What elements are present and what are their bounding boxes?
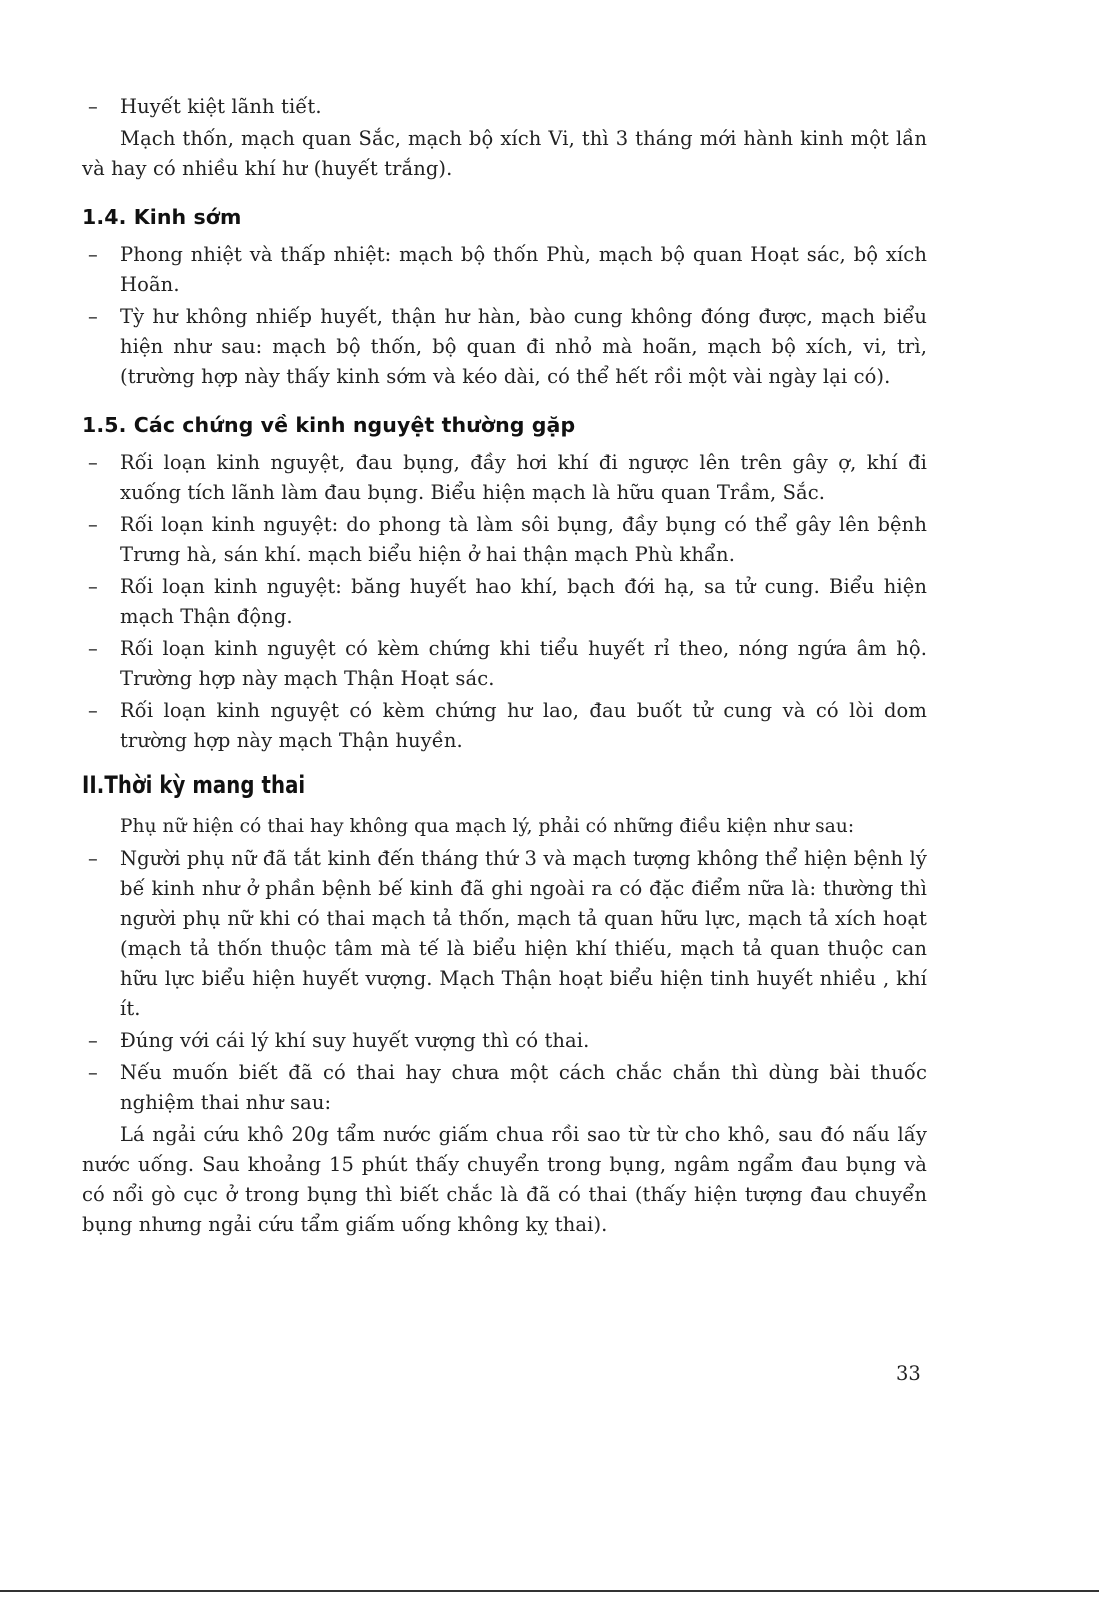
dash-marker: – (88, 451, 98, 474)
bullet-text: Phong nhiệt và thấp nhiệt: mạch bộ thốn Phù, mạch bộ quan Hoạt sác, bộ xích Hoãn. (120, 243, 927, 296)
dash-marker: – (88, 513, 98, 536)
bullet-text: Rối loạn kinh nguyệt có kèm chứng hư lao, đau buốt tử cung và có lòi dom trường hợp này mạch Thận huyền. (120, 699, 927, 752)
dash-marker: – (88, 637, 98, 660)
dash-marker: – (88, 1061, 98, 1084)
chapter-heading-II: II.Thời kỳ mang thai (82, 771, 306, 799)
dash-marker: – (88, 305, 98, 328)
bullet-text: Tỳ hư không nhiếp huyết, thận hư hàn, bào cung không đóng được, mạch biểu hiện như sau: mạch bộ thốn, bộ quan đi nhỏ mà hoãn, mạch bộ xích, vi, trì, (trường hợp này thấy kinh sớm và kéo dài, có thể hết rồi một vài ngày lại có). (120, 305, 927, 388)
list-item (82, 1026, 927, 1056)
list-item (82, 240, 927, 300)
bullet-text: Rối loạn kinh nguyệt có kèm chứng khi tiểu huyết rỉ theo, nóng ngứa âm hộ. Trường hợp này mạch Thận Hoạt sác. (120, 637, 927, 690)
page-content (82, 92, 927, 1242)
list-item (82, 1058, 927, 1118)
dash-marker: – (88, 95, 98, 118)
list-item (82, 92, 927, 122)
list-item (82, 634, 927, 694)
bullet-text: Người phụ nữ đã tắt kinh đến tháng thứ 3 và mạch tượng không thể hiện bệnh lý bế kinh như ở phần bệnh bế kinh đã ghi ngoài ra có đặc điểm nữa là: thường thì người phụ nữ khi có thai mạch tả thốn, mạch tả quan hữu lực, mạch tả xích hoạt (mạch tả thốn thuộc tâm mà tế là biểu hiện khí thiếu, mạch tả quan thuộc can hữu lực biểu hiện huyết vượng. Mạch Thận hoạt biểu hiện tinh huyết nhiều , khí ít. (120, 847, 927, 1020)
dash-marker: – (88, 243, 98, 266)
bullet-text: Huyết kiệt lãnh tiết. (120, 95, 322, 118)
paragraph: Lá ngải cứu khô 20g tẩm nước giấm chua rồi sao từ từ cho khô, sau đó nấu lấy nước uống. Sau khoảng 15 phút thấy chuyển trong bụng, ngâm ngẩm đau bụng và có nổi gò cục ở trong bụng thì biết chắc là đã có thai (thấy hiện tượng đau chuyển bụng nhưng ngải cứu tẩm giấm uống không kỵ thai). (82, 1123, 927, 1236)
bullet-text: Đúng với cái lý khí suy huyết vượng thì có thai. (120, 1029, 590, 1052)
list-item (82, 696, 927, 756)
list-item (82, 302, 927, 392)
list-item (82, 844, 927, 1024)
dash-marker: – (88, 847, 98, 870)
list-item (82, 572, 927, 632)
list-item (82, 510, 927, 570)
list-item (82, 448, 927, 508)
paragraph: Mạch thốn, mạch quan Sắc, mạch bộ xích Vi, thì 3 tháng mới hành kinh một lần và hay có nhiều khí hư (huyết trắng). (82, 127, 927, 180)
bullet-text: Rối loạn kinh nguyệt, đau bụng, đầy hơi khí đi ngược lên trên gây ợ, khí đi xuống tích lãnh làm đau bụng. Biểu hiện mạch là hữu quan Trầm, Sắc. (120, 451, 927, 504)
dash-marker: – (88, 1029, 98, 1052)
bullet-text: Nếu muốn biết đã có thai hay chưa một cách chắc chắn thì dùng bài thuốc nghiệm thai như sau: (120, 1061, 927, 1114)
dash-marker: – (88, 699, 98, 722)
scan-edge-line (0, 1590, 1099, 1592)
bullet-text: Rối loạn kinh nguyệt: băng huyết hao khí, bạch đới hạ, sa tử cung. Biểu hiện mạch Thận động. (120, 575, 927, 628)
bullet-text: Rối loạn kinh nguyệt: do phong tà làm sôi bụng, đầy bụng có thể gây lên bệnh Trưng hà, sán khí. mạch biểu hiện ở hai thận mạch Phù khẩn. (120, 513, 927, 566)
section-heading-1-5: 1.5. Các chứng về kinh nguyệt thường gặp (82, 413, 576, 437)
page-number: 33 (896, 1362, 921, 1385)
lead-paragraph: Phụ nữ hiện có thai hay không qua mạch lý, phải có những điều kiện như sau: (120, 816, 855, 837)
section-heading-1-4: 1.4. Kinh sớm (82, 205, 242, 229)
dash-marker: – (88, 575, 98, 598)
